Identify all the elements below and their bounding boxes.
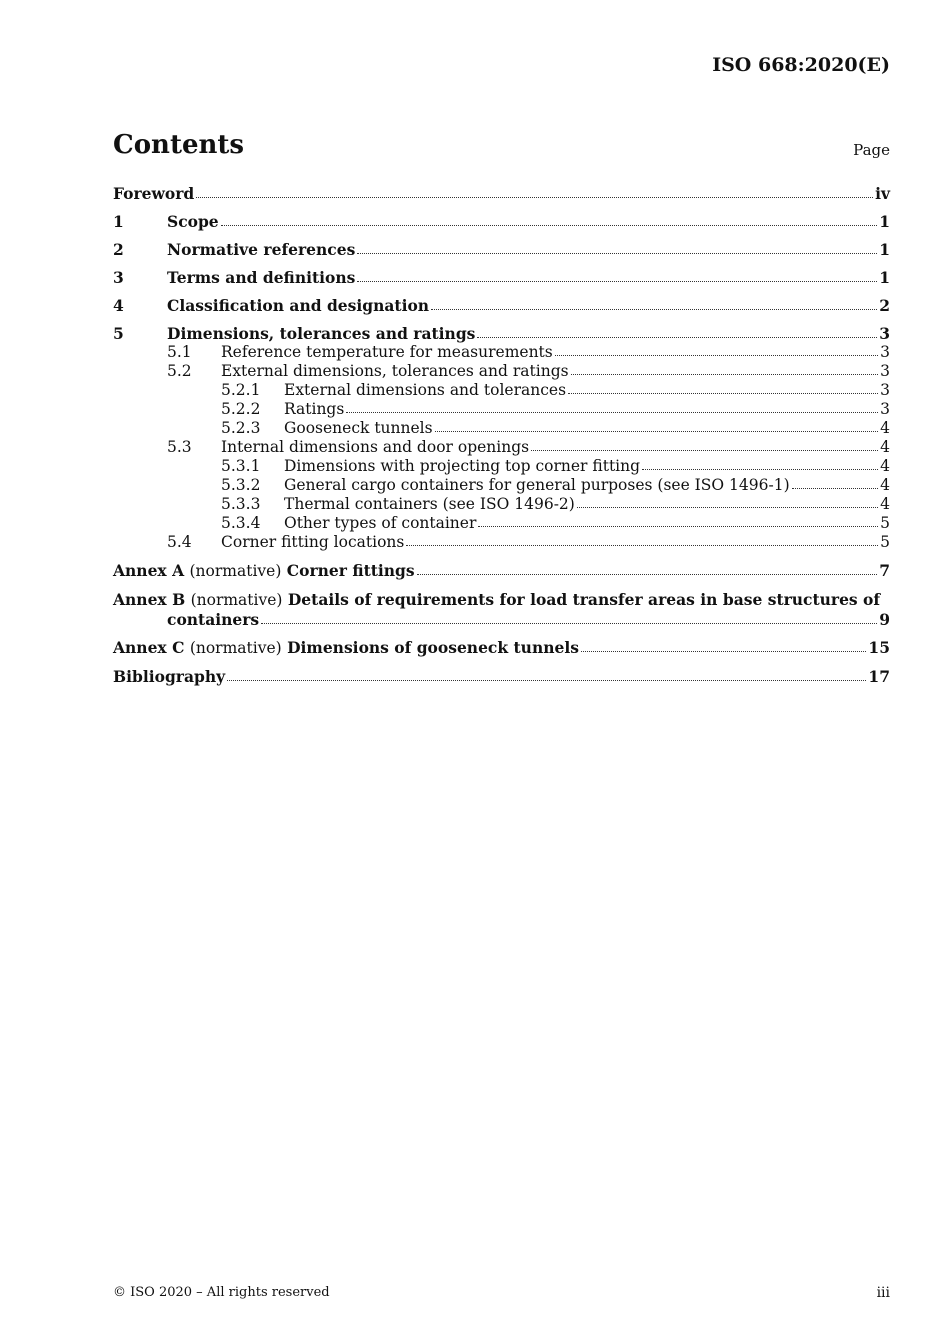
toc-entry[interactable] [113, 324, 890, 343]
toc-entry-title: General cargo containers for general purposes (see ISO 1496-1) [284, 476, 790, 494]
annex-label: Annex B [113, 590, 186, 609]
annex-page: 15 [868, 638, 890, 657]
annex-page: 7 [879, 561, 890, 580]
toc-entry[interactable] [113, 476, 890, 495]
toc-entry[interactable] [113, 212, 890, 231]
toc-entry-title: Terms and definitions [167, 268, 356, 287]
document-id: ISO 668:2020(E) [712, 54, 890, 76]
toc-entry-number: 5.2.1 [221, 381, 261, 399]
toc-entry-title: Normative references [167, 240, 356, 259]
leader-dots [581, 640, 866, 652]
toc-annex-c[interactable] [113, 638, 890, 658]
toc-entry-page: 1 [879, 212, 890, 231]
toc-entry-page: iv [875, 184, 890, 203]
toc-entry-number: 5.2 [167, 362, 192, 380]
leader-dots [357, 270, 877, 282]
leader-dots [478, 515, 878, 527]
toc-entry-number: 1 [113, 212, 124, 231]
toc-entry[interactable] [113, 343, 890, 362]
toc-entry-title: Foreword [113, 184, 195, 203]
toc-entry-title: Reference temperature for measurements [221, 343, 553, 361]
leader-dots [346, 401, 878, 413]
toc-entry-number: 3 [113, 268, 124, 287]
leader-dots [555, 344, 878, 356]
toc-entry-number: 2 [113, 240, 124, 259]
toc-entry-number: 5.3.3 [221, 495, 261, 513]
bibliography-page: 17 [868, 667, 890, 686]
toc-entry-title: Dimensions, tolerances and ratings [167, 324, 476, 343]
toc-entry-title: Corner fitting locations [221, 533, 405, 551]
toc-entry-page: 4 [880, 438, 890, 456]
toc-entry-number: 5 [113, 324, 124, 343]
toc-entry-number: 5.3 [167, 438, 192, 456]
toc-entry-page: 3 [880, 400, 890, 418]
toc-entry[interactable] [113, 381, 890, 400]
toc-entry[interactable] [113, 533, 890, 552]
annex-label: Annex A [113, 561, 185, 580]
toc-entry-page: 4 [880, 419, 890, 437]
leader-dots [357, 242, 877, 254]
toc-entry-number: 5.4 [167, 533, 192, 551]
toc-entry-page: 3 [880, 362, 890, 380]
annex-label: Annex C [113, 638, 185, 657]
toc-entry-title: Other types of container [284, 514, 477, 532]
toc-entry[interactable] [113, 240, 890, 259]
bibliography-title: Bibliography [113, 667, 226, 686]
contents-heading: Contents [113, 130, 245, 160]
toc-entry-number: 5.3.1 [221, 457, 261, 475]
page-column-label: Page [853, 141, 890, 159]
toc-entry-title: Dimensions with projecting top corner fitting [284, 457, 641, 475]
toc-entry-page: 5 [880, 514, 890, 532]
toc-entry[interactable] [113, 457, 890, 476]
annex-page: 9 [879, 610, 890, 629]
toc-entry-number: 5.3.2 [221, 476, 261, 494]
annex-title-line1: Details of requirements for load transfer areas in base structures of [287, 590, 881, 609]
toc-entry-number: 4 [113, 296, 124, 315]
leader-dots [792, 477, 878, 489]
toc-entry-title: External dimensions, tolerances and ratings [221, 362, 569, 380]
toc-annex-b[interactable] [113, 590, 890, 629]
toc-entry[interactable] [113, 184, 890, 203]
toc-entry[interactable] [113, 514, 890, 533]
leader-dots [221, 214, 878, 226]
toc-entry-title: Ratings [284, 400, 345, 418]
leader-dots [568, 382, 878, 394]
toc-entry[interactable] [113, 400, 890, 419]
toc-entry-title: Gooseneck tunnels [284, 419, 433, 437]
leader-dots [417, 563, 878, 575]
toc-entry-number: 5.2.3 [221, 419, 261, 437]
annex-title: Corner fittings [286, 561, 415, 580]
table-of-contents [113, 184, 890, 686]
toc-entry-page: 2 [879, 296, 890, 315]
toc-entry-page: 1 [879, 240, 890, 259]
toc-entry-page: 1 [879, 268, 890, 287]
toc-entry-title: Thermal containers (see ISO 1496-2) [284, 495, 575, 513]
annex-kind: (normative) [189, 562, 282, 580]
toc-entry-page: 3 [879, 324, 890, 343]
annex-title-line2: containers [167, 610, 260, 629]
toc-entry[interactable] [113, 438, 890, 457]
toc-entry[interactable] [113, 296, 890, 315]
leader-dots [406, 534, 878, 546]
annex-kind: (normative) [190, 591, 283, 609]
toc-entry[interactable] [113, 362, 890, 381]
toc-entry-page: 4 [880, 495, 890, 513]
toc-entry-title: Classification and designation [167, 296, 430, 315]
copyright-notice: © ISO 2020 – All rights reserved [113, 1285, 330, 1300]
toc-entry-page: 5 [880, 533, 890, 551]
toc-entry-number: 5.2.2 [221, 400, 261, 418]
toc-entry-number: 5.3.4 [221, 514, 261, 532]
toc-entry-page: 3 [880, 381, 890, 399]
leader-dots [196, 186, 873, 198]
leader-dots [431, 298, 877, 310]
toc-bibliography[interactable] [113, 667, 890, 686]
toc-entry[interactable] [113, 419, 890, 438]
leader-dots [531, 439, 878, 451]
annex-title: Dimensions of gooseneck tunnels [287, 638, 579, 657]
toc-annex-a[interactable] [113, 561, 890, 581]
toc-entry[interactable] [113, 268, 890, 287]
leader-dots [227, 669, 866, 681]
leader-dots [477, 326, 877, 338]
toc-entry[interactable] [113, 495, 890, 514]
annex-kind: (normative) [189, 639, 282, 657]
toc-entry-title: External dimensions and tolerances [284, 381, 567, 399]
toc-entry-page: 4 [880, 457, 890, 475]
toc-entry-number: 5.1 [167, 343, 192, 361]
leader-dots [571, 363, 879, 375]
leader-dots [577, 496, 878, 508]
toc-entry-page: 3 [880, 343, 890, 361]
leader-dots [642, 458, 878, 470]
toc-entry-title: Internal dimensions and door openings [221, 438, 530, 456]
toc-entry-title: Scope [167, 212, 219, 231]
toc-entry-page: 4 [880, 476, 890, 494]
page-number: iii [876, 1285, 890, 1301]
toc-entries [113, 184, 890, 552]
leader-dots [435, 420, 879, 432]
leader-dots [261, 612, 877, 624]
